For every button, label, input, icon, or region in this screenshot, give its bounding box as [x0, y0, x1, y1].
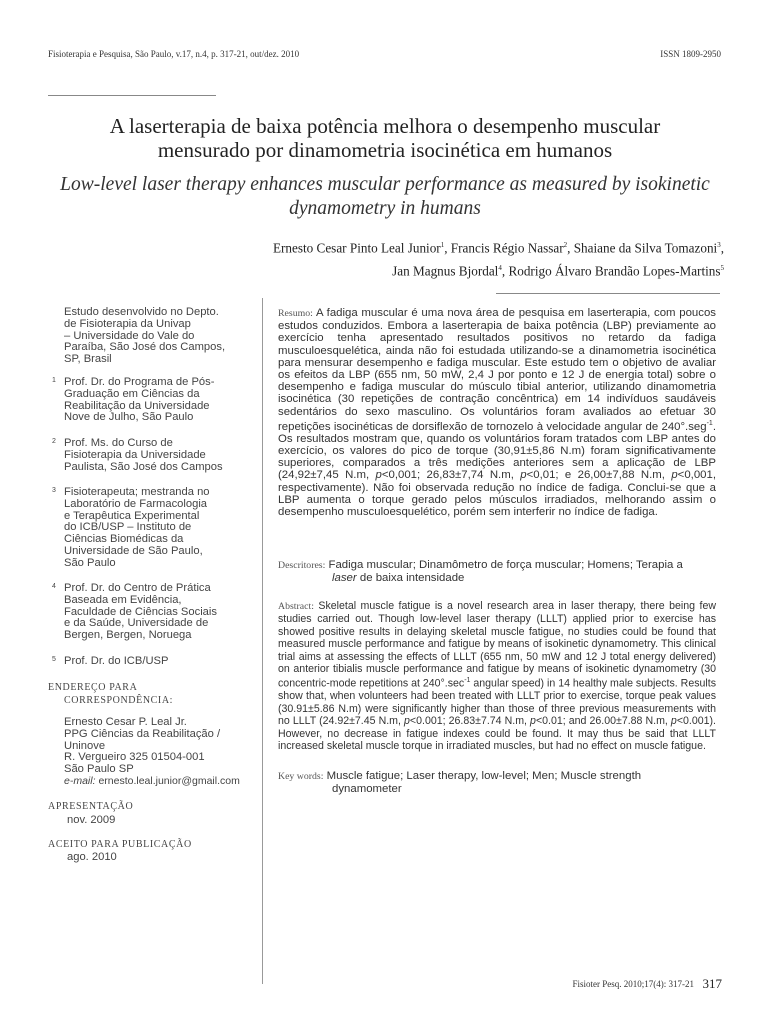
email-link[interactable]: ernesto.leal.junior@gmail.com [98, 774, 240, 787]
accepted-date: ago. 2010 [67, 851, 117, 863]
correspondence-address: Ernesto Cesar P. Leal Jr. PPG Ciências da Reabilitação / Uninove R. Vergueiro 325 01504-001 São Paulo SP e-mail: ernesto.leal.junior@gmail.com [64, 716, 240, 787]
presented-date: nov. 2009 [67, 814, 116, 826]
page-number: 317 [702, 976, 722, 991]
title-portuguese: A laserterapia de baixa potência melhora o desempenho muscular mensurado por dinamometria isocinética em humanos [109, 114, 661, 162]
resumo-paragraph: Resumo: A fadiga muscular é uma nova área de pesquisa em laserterapia, com poucos estudos conduzidos. Embora a laserterapia de baixa potência (LBP) previamente ao exercício tenha apresentado resultados positivos no retardo da fadiga musculoesquelética, ainda não foi estudada utilizando-se a dinamometria isocinética para mensurar desempenho e fadiga muscular. Este estudo tem o objetivo de avaliar os efeitos da LBP (655 nm, 50 mW, 2,4 J por ponto e 12 J de energia total) sobre o desempenho e fadiga muscular do músculo tibial anterior, utilizando dinamometria isocinética (30 repetições de contração concêntrica) em 14 indivíduos saudáveis sedentários do sexo masculino. Os voluntários foram avaliados ao efetuar 30 repetições isocinéticas de dorsiflexão de tornozelo à velocidade angular de 240°.seg$^{-1}$. Os resultados mostram que, quando os voluntários foram tratados com LBP antes do exercício, os valores do pico de torque (30,91±5,86 N.m) foram significativamente superiores, comparados a três medições anteriores sem a aplicação de LBP (24,92±7,45 N.m, p<0,001; 26,83±7,74 N.m, p<0,01; e 26,00±7,88 N.m, p<0,001, respectivamente). Não foi observada redução no índice de fadiga. Conclui-se que a LBP aumenta o torque gerado pelos músculos irradiados, melhorando assim o desempenho musculoesquelético, porém sem interferir no índice de fadiga. [278, 307, 716, 519]
presented-heading: APRESENTAÇÃO [48, 801, 134, 812]
author-list: Ernesto Cesar Pinto Leal Junior$^1$, Francis Régio Nassar$^2$, Shaiane da Silva Tomazoni$^3$, Jan Magnus Bjordal$^4$, Rodrigo Álvaro Brandão Lopes-Martins$^5$ [272, 240, 724, 279]
affiliation-3: 3 Fisioterapeuta; mestranda no Laboratório de Farmacologia e Terapêutica Experimental do ICB/USP – Instituto de Ciências Biomédicas da Universidade de São Paulo, São Paulo [52, 486, 210, 569]
authors-rule [496, 293, 720, 294]
key-words: Key words: Muscle fatigue; Laser therapy, low-level; Men; Muscle strength dynamometer [278, 770, 642, 796]
address-heading: ENDEREÇO PARA CORRESPONDÊNCIA: [48, 682, 174, 706]
abstract-paragraph: Abstract: Skeletal muscle fatigue is a novel research area in laser therapy, there being few studies carried out. Though low-level laser therapy (LLLT) applied prior to exercise has showed positive results in delaying skeletal muscle fatigue, no studies could be found that measured muscle performance and fatigue by means of isokinetic dynamometry. This clinical trial aims at assessing the effects of LLLT (655 nm, 50 mW and 12 J total energy delivered) on anterior tibialis muscle performance and fatigue by means of isokinetic dynamometry (30 concentric-mode repetitions at $240^\circ.\sec^{-1}$ angular speed) in 14 healthy male subjects. Results show that, when volunteers had been treated with LLLT prior to exercise, torque peak values (30.91±5.86 N.m) were significantly higher than those of three previous measurements with no LLLT (24.92±7.45 N.m, p<0.001; 26.83±7.74 N.m, p<0.01; and 26.00±7.88 N.m, p<0.001). However, no decrease in fatigue indexes could be found. It may thus be said that LLLT increased skeletal muscle torque in irradiated muscles, but had no effect on muscle fatigue. [278, 600, 716, 752]
study-location: Estudo desenvolvido no Depto. de Fisioterapia da Univap – Universidade do Vale do Paraíba, São José dos Campos, SP, Brasil [64, 306, 226, 366]
affiliation-1: 1 Prof. Dr. do Programa de Pós- Graduação em Ciências da Reabilitação da Universidade Nove de Julho, São Paulo [52, 376, 215, 424]
footer-citation: Fisioter Pesq. 2010;17(4): 317-21 [572, 979, 694, 989]
column-divider [262, 298, 263, 984]
affiliation-5: 5 Prof. Dr. do ICB/USP [52, 655, 169, 667]
title-english: Low-level laser therapy enhances muscular performance as measured by isokinetic dynamometry in humans [60, 174, 710, 219]
affiliation-4: 4 Prof. Dr. do Centro de Prática Baseada em Evidência, Faculdade de Ciências Sociais e da Saúde, Universidade de Bergen, Bergen, Noruega [52, 582, 217, 642]
descritores: Descritores: Fadiga muscular; Dinamômetro de força muscular; Homens; Terapia a laser de baixa intensidade [278, 559, 683, 585]
journal-header: Fisioterapia e Pesquisa, São Paulo, v.17, n.4, p. 317-21, out/dez. 2010 [48, 49, 300, 59]
header-rule [48, 95, 216, 96]
affiliation-2: 2 Prof. Ms. do Curso de Fisioterapia da Universidade Paulista, São José dos Campos [52, 437, 223, 473]
accepted-heading: ACEITO PARA PUBLICAÇÃO [48, 839, 192, 850]
issn: ISSN 1809-2950 [660, 49, 721, 59]
